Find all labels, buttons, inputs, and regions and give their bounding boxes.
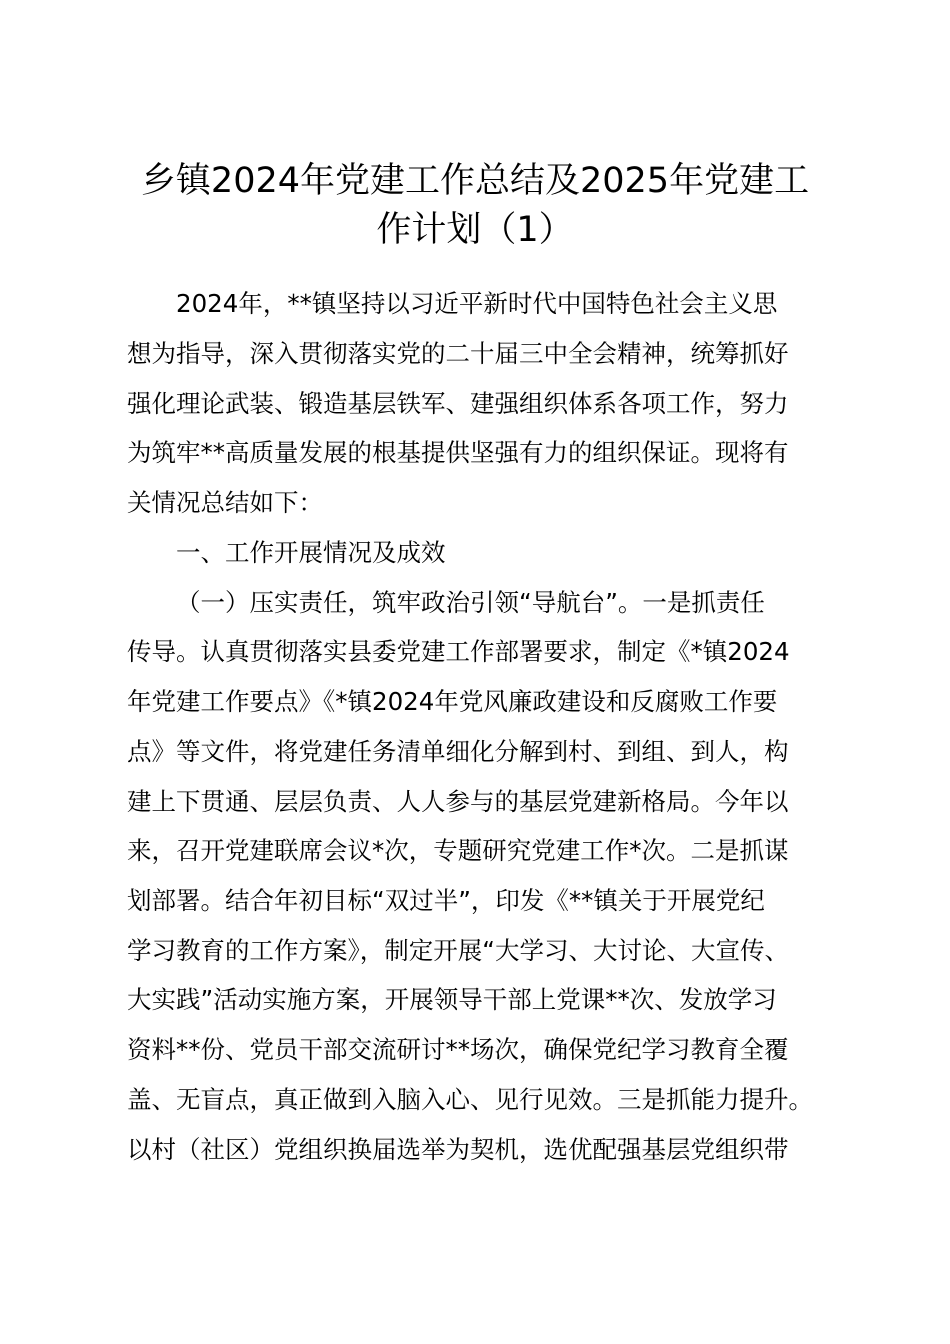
paragraph-line: 学习教育的工作方案》，制定开展“大学习、大讨论、大宣传、 [127,936,789,965]
paragraph-line: 传导。认真贯彻落实县委党建工作部署要求，制定《*镇2024 [127,637,790,666]
paragraph-line: 为筑牢**高质量发展的根基提供坚强有力的组织保证。现将有 [127,438,789,467]
paragraph-line: 点》等文件，将党建任务清单细化分解到村、到组、到人，构 [127,737,789,766]
paragraph-line: 年党建工作要点》《*镇2024年党风廉政建设和反腐败工作要 [127,687,778,716]
paragraph-line: 关情况总结如下： [127,488,323,517]
section-heading: 一、工作开展情况及成效 [176,538,446,567]
paragraph-line: （一）压实责任，筑牢政治引领“导航台”。一是抓责任 [176,588,765,617]
paragraph-line: 划部署。结合年初目标“双过半”，印发《**镇关于开展党纪 [127,886,765,915]
paragraph-line: 想为指导，深入贯彻落实党的二十届三中全会精神，统筹抓好 [127,339,789,368]
paragraph-line: 以村（社区）党组织换届选举为契机，选优配强基层党组织带 [127,1135,789,1164]
document-title-line-1: 乡镇2024年党建工作总结及2025年党建工 [140,161,810,201]
document-title-line-2: 作计划（1） [376,210,574,250]
paragraph-line: 盖、无盲点，真正做到入脑入心、见行见效。三是抓能力提升。 [127,1085,813,1114]
paragraph-line: 2024年，**镇坚持以习近平新时代中国特色社会主义思 [176,289,778,318]
paragraph-line: 大实践”活动实施方案，开展领导干部上党课**次、发放学习 [127,985,777,1014]
paragraph-line: 资料**份、党员干部交流研讨**场次，确保党纪学习教育全覆 [127,1035,789,1064]
paragraph-line: 建上下贯通、层层负责、人人参与的基层党建新格局。今年以 [127,787,789,816]
paragraph-line: 来，召开党建联席会议*次，专题研究党建工作*次。二是抓谋 [127,836,789,865]
paragraph-line: 强化理论武装、锻造基层铁军、建强组织体系各项工作，努力 [127,389,789,418]
